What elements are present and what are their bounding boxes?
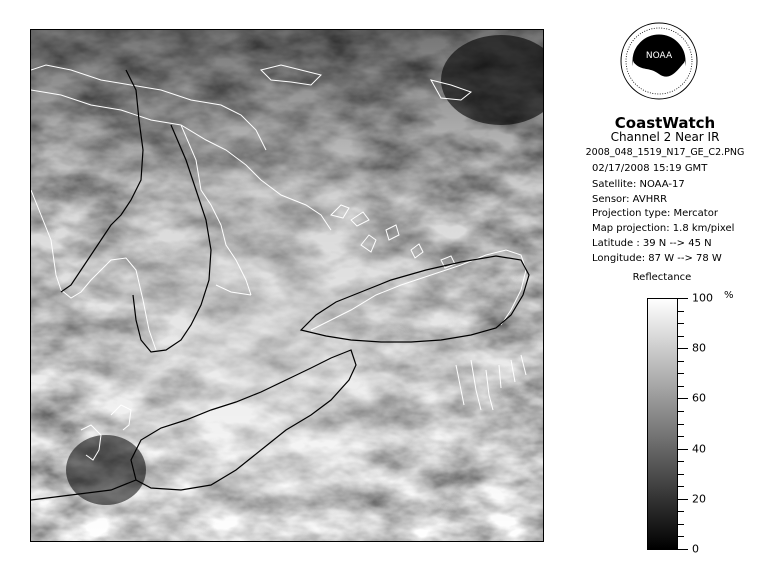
colorbar-minor-tick — [678, 436, 684, 437]
colorbar-minor-tick — [678, 486, 684, 487]
colorbar-tick-label: 0 — [692, 542, 699, 556]
colorbar-minor-tick — [678, 411, 684, 412]
colorbar-minor-tick — [678, 461, 684, 462]
colorbar-tick-label: 60 — [692, 391, 706, 405]
colorbar-tick — [678, 449, 688, 450]
colorbar-minor-tick — [678, 524, 684, 525]
colorbar-minor-tick — [678, 536, 684, 537]
colorbar-minor-tick — [678, 336, 684, 337]
colorbar-tick — [678, 549, 688, 550]
colorbar-tick-label: 40 — [692, 442, 706, 456]
colorbar-unit: % — [724, 290, 734, 301]
colorbar-minor-tick — [678, 424, 684, 425]
colorbar-minor-tick — [678, 386, 684, 387]
colorbar-minor-tick — [678, 474, 684, 475]
noaa-logo — [620, 22, 698, 100]
satellite-image — [30, 29, 544, 542]
colorbar-minor-tick — [678, 373, 684, 374]
colorbar-ticks — [678, 291, 738, 556]
colorbar-tick-label: 80 — [692, 341, 706, 355]
sensor: Sensor: AVHRR — [592, 194, 668, 205]
colorbar-minor-tick — [678, 323, 684, 324]
colorbar-minor-tick — [678, 361, 684, 362]
logo-text: NOAA — [645, 51, 673, 61]
colorbar-tick-label: 100 — [692, 291, 713, 305]
satellite: Satellite: NOAA-17 — [592, 179, 685, 190]
filename: 2008_048_1519_N17_GE_C2.PNG — [585, 147, 745, 158]
longitude: Longitude: 87 W --> 78 W — [592, 253, 722, 264]
colorbar-tick-label: 20 — [692, 492, 706, 506]
map-projection: Map projection: 1.8 km/pixel — [592, 223, 735, 234]
latitude: Latitude : 39 N --> 45 N — [592, 238, 712, 249]
channel-label: Channel 2 Near IR — [610, 130, 720, 144]
colorbar-title: Reflectance — [632, 272, 692, 283]
title: CoastWatch — [614, 114, 716, 132]
colorbar-tick — [678, 348, 688, 349]
colorbar-minor-tick — [678, 511, 684, 512]
reflectance-map — [31, 30, 544, 542]
colorbar-minor-tick — [678, 311, 684, 312]
datetime: 02/17/2008 15:19 GMT — [592, 163, 708, 174]
colorbar-tick — [678, 398, 688, 399]
colorbar-tick — [678, 298, 688, 299]
projection-type: Projection type: Mercator — [592, 208, 718, 219]
colorbar — [647, 298, 678, 550]
colorbar-tick — [678, 499, 688, 500]
